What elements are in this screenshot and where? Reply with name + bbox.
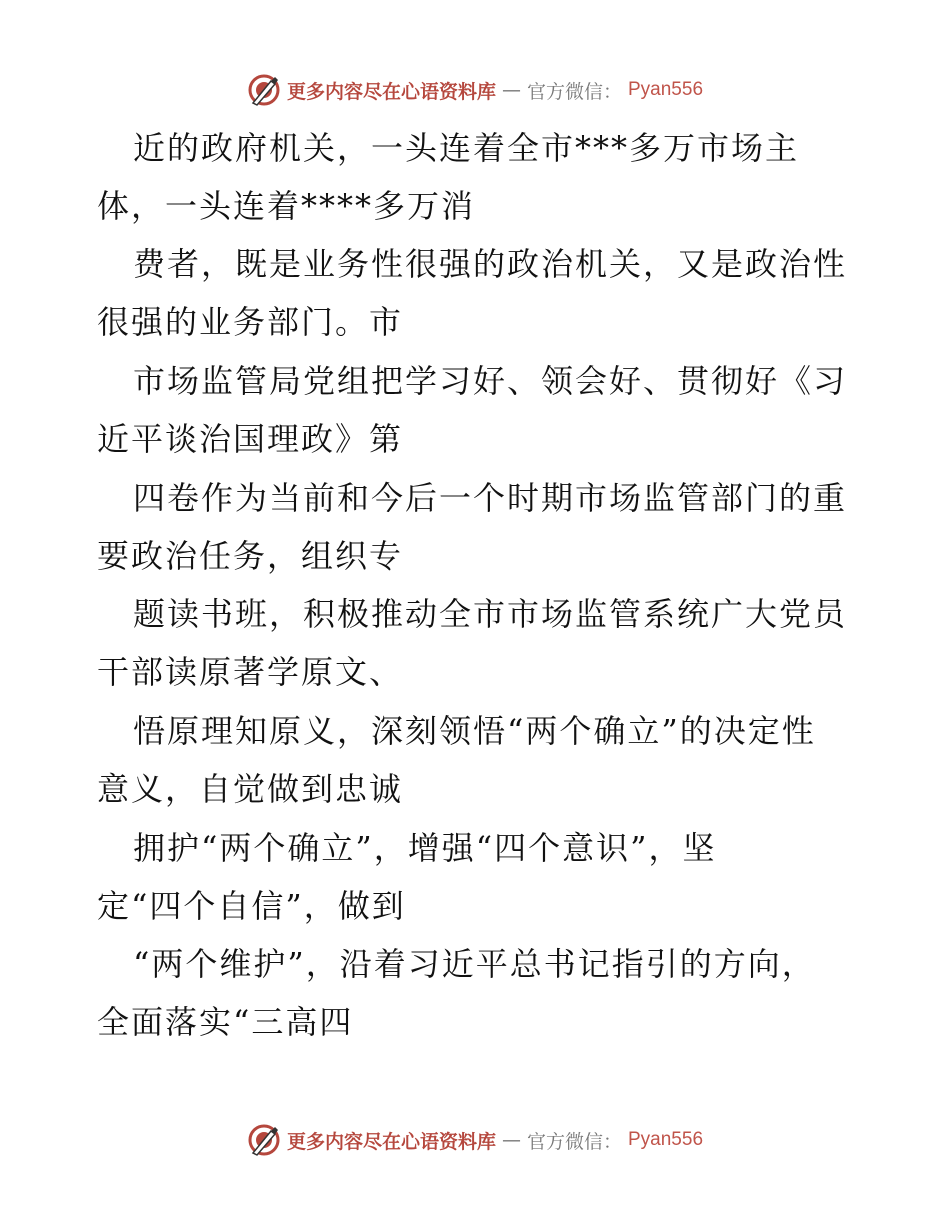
body-line: 近平谈治国理政》第 — [97, 420, 404, 458]
banner-main-text: 更多内容尽在心语资料库 — [286, 1130, 496, 1153]
pen-logo-icon — [247, 1123, 281, 1157]
body-line: 四卷作为当前和今后一个时期市场监管部门的重 — [133, 479, 848, 517]
banner-separator: — — [501, 1129, 521, 1151]
body-line: 全面落实“三高四 — [97, 1003, 354, 1041]
body-line: 体，一头连着****多万消 — [97, 187, 476, 225]
banner-main-text: 更多内容尽在心语资料库 — [286, 80, 496, 103]
body-line: 拥护“两个确立”，增强“四个意识”，坚 — [133, 829, 717, 867]
banner-wechat-label: 官方微信： — [526, 80, 622, 103]
body-line: 题读书班，积极推动全市市场监管系统广大党员 — [133, 595, 848, 633]
body-line: 意义，自觉做到忠诚 — [97, 770, 404, 808]
body-line: “两个维护”，沿着习近平总书记指引的方向， — [133, 945, 816, 983]
banner-wechat-label: 官方微信： — [526, 1130, 622, 1153]
pen-logo-icon — [247, 73, 281, 107]
header-banner — [0, 70, 950, 110]
body-line: 悟原理知原义，深刻领悟“两个确立”的决定性 — [133, 712, 816, 750]
body-line: 费者，既是业务性很强的政治机关，又是政治性 — [133, 245, 848, 283]
banner-separator: — — [501, 79, 521, 101]
body-line: 要政治任务，组织专 — [97, 537, 404, 575]
body-line: 市场监管局党组把学习好、领会好、贯彻好《习 — [133, 362, 848, 400]
body-line: 定“四个自信”，做到 — [97, 887, 406, 925]
body-line: 很强的业务部门。市 — [97, 303, 404, 341]
banner-wechat-id: Pyan556 — [628, 1129, 704, 1150]
banner-wechat-id: Pyan556 — [628, 79, 704, 100]
body-line: 近的政府机关，一头连着全市***多万市场主 — [133, 129, 800, 167]
footer-banner — [0, 1120, 950, 1160]
body-line: 干部读原著学原文、 — [97, 653, 404, 691]
